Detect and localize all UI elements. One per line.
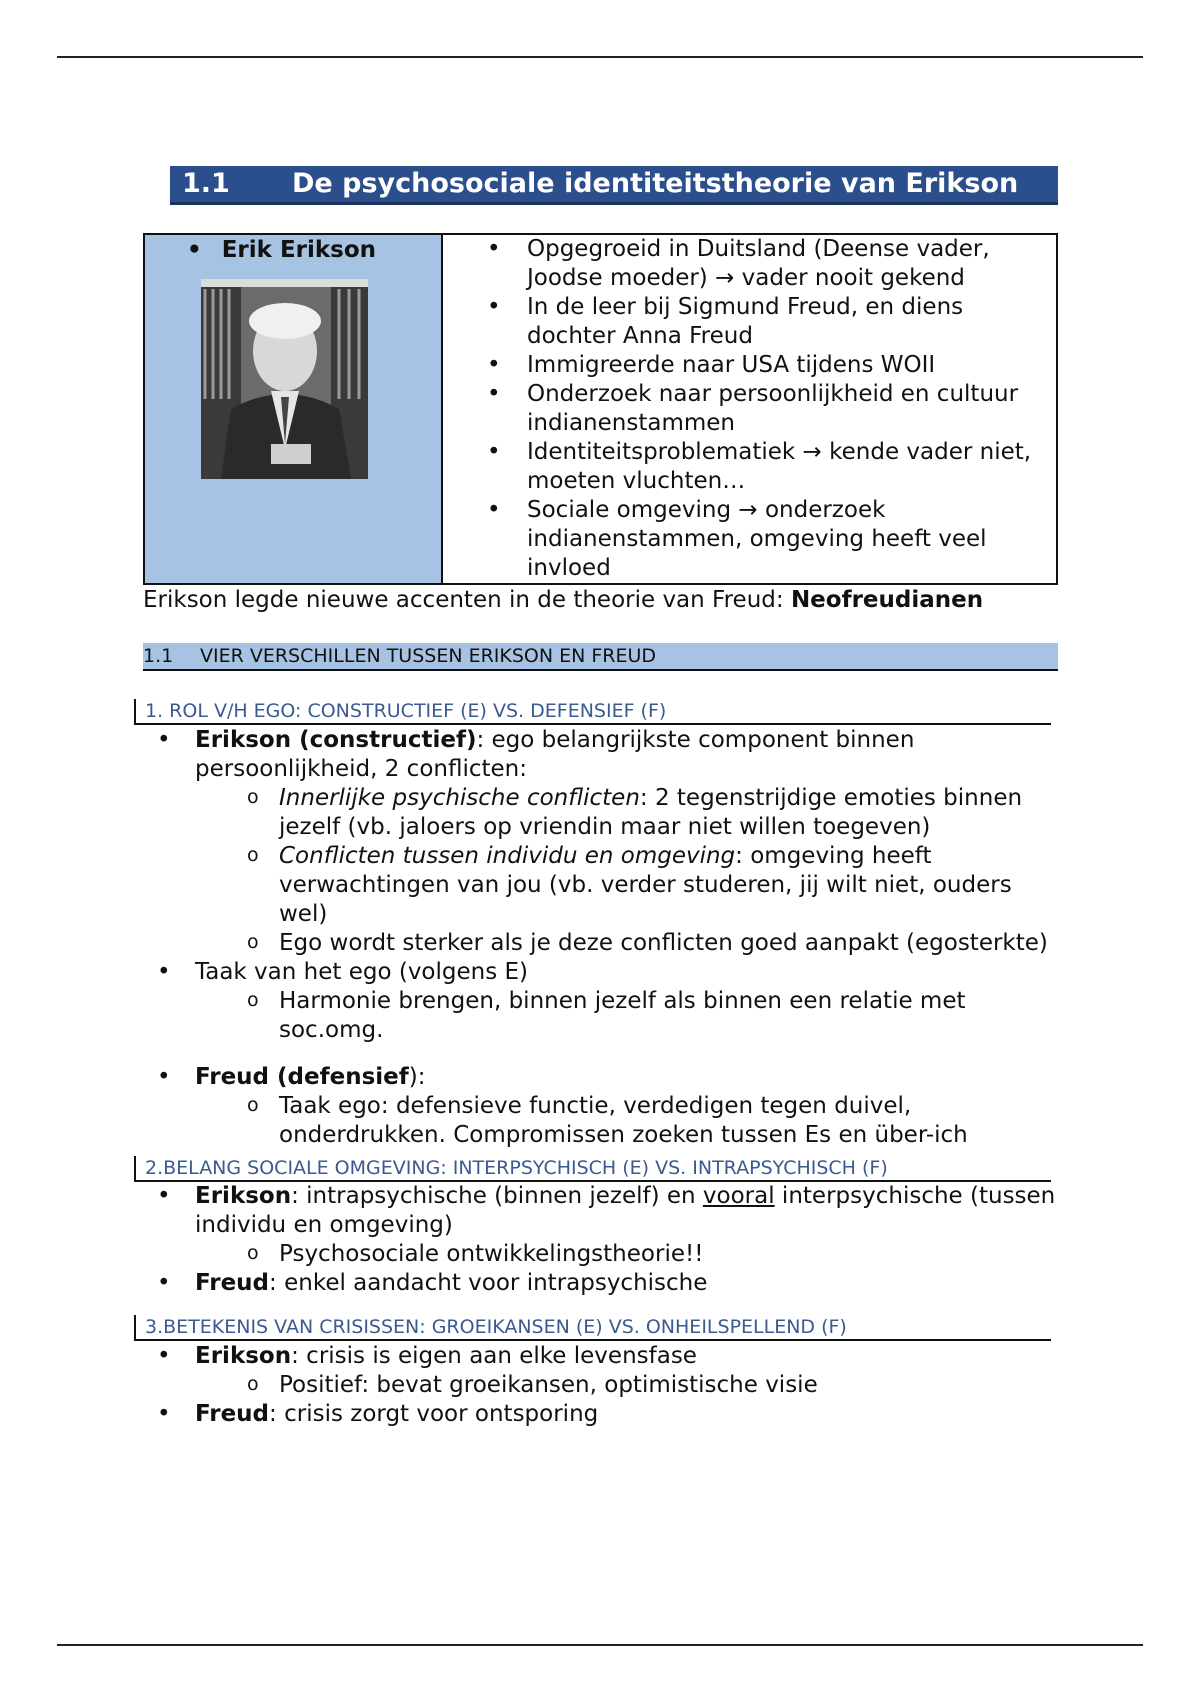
bio-facts-cell (442, 234, 1057, 584)
sub-item: o Innerlijke psychische conflicten: 2 tegenstrijdige emoties binnen jezelf (vb. jaloers op vriendin maar niet willen toegeven) (143, 784, 1058, 842)
bio-name: • Erik Erikson (187, 237, 377, 263)
sub-item: o Conflicten tussen individu en omgeving: omgeving heeft verwachtingen van jou (vb. verder studeren, jij wilt niet, ouders wel) (143, 842, 1058, 929)
list-item: • Erikson: crisis is eigen aan elke levensfase o Positief: bevat groeikansen, optimistische visie (143, 1342, 1058, 1400)
intro-paragraph: Erikson legde nieuwe accenten in de theorie van Freud: Neofreudianen (143, 587, 984, 613)
bio-fact: • Sociale omgeving → onderzoek indianenstammen, omgeving heeft veel invloed (443, 496, 1056, 583)
list-item: • Freud: enkel aandacht voor intrapsychische (143, 1269, 1058, 1298)
portrait-photo (201, 279, 368, 479)
page-content (143, 166, 1058, 1429)
chapter-title: De psychosociale identiteitstheorie van Erikson (292, 168, 1019, 199)
top-rule (57, 56, 1143, 58)
subsection-2-list (143, 1182, 1058, 1298)
bio-fact: • Identiteitsproblematiek → kende vader niet, moeten vluchten… (443, 438, 1056, 496)
sub-item: o Ego wordt sterker als je deze conflicten goed aanpakt (egosterkte) (143, 929, 1058, 958)
bio-table (143, 233, 1058, 585)
subsection-heading-2: 2.BELANG SOCIALE OMGEVING: INTERPSYCHISCH (E) VS. INTRAPSYCHISCH (F) (134, 1156, 1051, 1182)
subsection-1-list (143, 726, 1058, 1150)
bio-fact: • Onderzoek naar persoonlijkheid en cultuur indianenstammen (443, 380, 1056, 438)
bio-photo-cell (144, 234, 442, 584)
list-item: • Freud: crisis zorgt voor ontsporing (143, 1400, 1058, 1429)
list-item: • Erikson: intrapsychische (binnen jezelf) en vooral interpsychische (tussen individu en omgeving) o Psychosociale ontwikkelingstheorie!! (143, 1182, 1058, 1269)
sub-list (143, 1240, 1058, 1269)
sub-item: o Harmonie brengen, binnen jezelf als binnen een relatie met soc.omg. (143, 987, 1058, 1045)
subsection-heading-1: 1. ROL V/H EGO: CONSTRUCTIEF (E) VS. DEFENSIEF (F) (134, 699, 1051, 725)
sub-list (143, 784, 1058, 958)
bio-facts-list (443, 235, 1056, 583)
sub-list (143, 987, 1058, 1045)
bio-fact: • In de leer bij Sigmund Freud, en diens dochter Anna Freud (443, 293, 1056, 351)
chapter-heading (170, 166, 1058, 205)
list-item: • Freud (defensief): o Taak ego: defensieve functie, verdedigen tegen duivel, onderdrukken. Compromissen zoeken tussen Es en über-ich (143, 1063, 1058, 1150)
chapter-number: 1.1 (182, 168, 230, 199)
subsection-heading-3: 3.BETEKENIS VAN CRISISSEN: GROEIKANSEN (E) VS. ONHEILSPELLEND (F) (134, 1315, 1051, 1341)
section-heading: 1.1 VIER VERSCHILLEN TUSSEN ERIKSON EN FREUD (143, 643, 1058, 671)
sub-item: o Psychosociale ontwikkelingstheorie!! (143, 1240, 1058, 1269)
list-item: • Erikson (constructief): ego belangrijkste component binnen persoonlijkheid, 2 conflicten: o Innerlijke psychische conflicten: 2 tegenstrijdige emoties binnen jezelf (vb. jaloers op vriendin maar niet willen toegeven) o Conflicten tussen individu en omgeving: omgeving heeft verwachtingen van jou (vb. verder studeren, jij wilt niet, ouders wel) o Ego wordt sterker als je deze conflicten goed aanpakt (egosterkte) (143, 726, 1058, 958)
sub-item: o Taak ego: defensieve functie, verdedigen tegen duivel, onderdrukken. Compromissen zoeken tussen Es en über-ich (143, 1092, 1058, 1150)
subsection-3-list (143, 1342, 1058, 1429)
sub-list (143, 1092, 1058, 1150)
bottom-rule (57, 1644, 1143, 1646)
sub-item: o Positief: bevat groeikansen, optimistische visie (143, 1371, 1058, 1400)
sub-list (143, 1371, 1058, 1400)
bio-fact: • Opgegroeid in Duitsland (Deense vader, Joodse moeder) → vader nooit gekend (443, 235, 1056, 293)
list-item: • Taak van het ego (volgens E) o Harmonie brengen, binnen jezelf als binnen een relatie met soc.omg. (143, 958, 1058, 1045)
bio-fact: • Immigreerde naar USA tijdens WOII (443, 351, 1056, 380)
